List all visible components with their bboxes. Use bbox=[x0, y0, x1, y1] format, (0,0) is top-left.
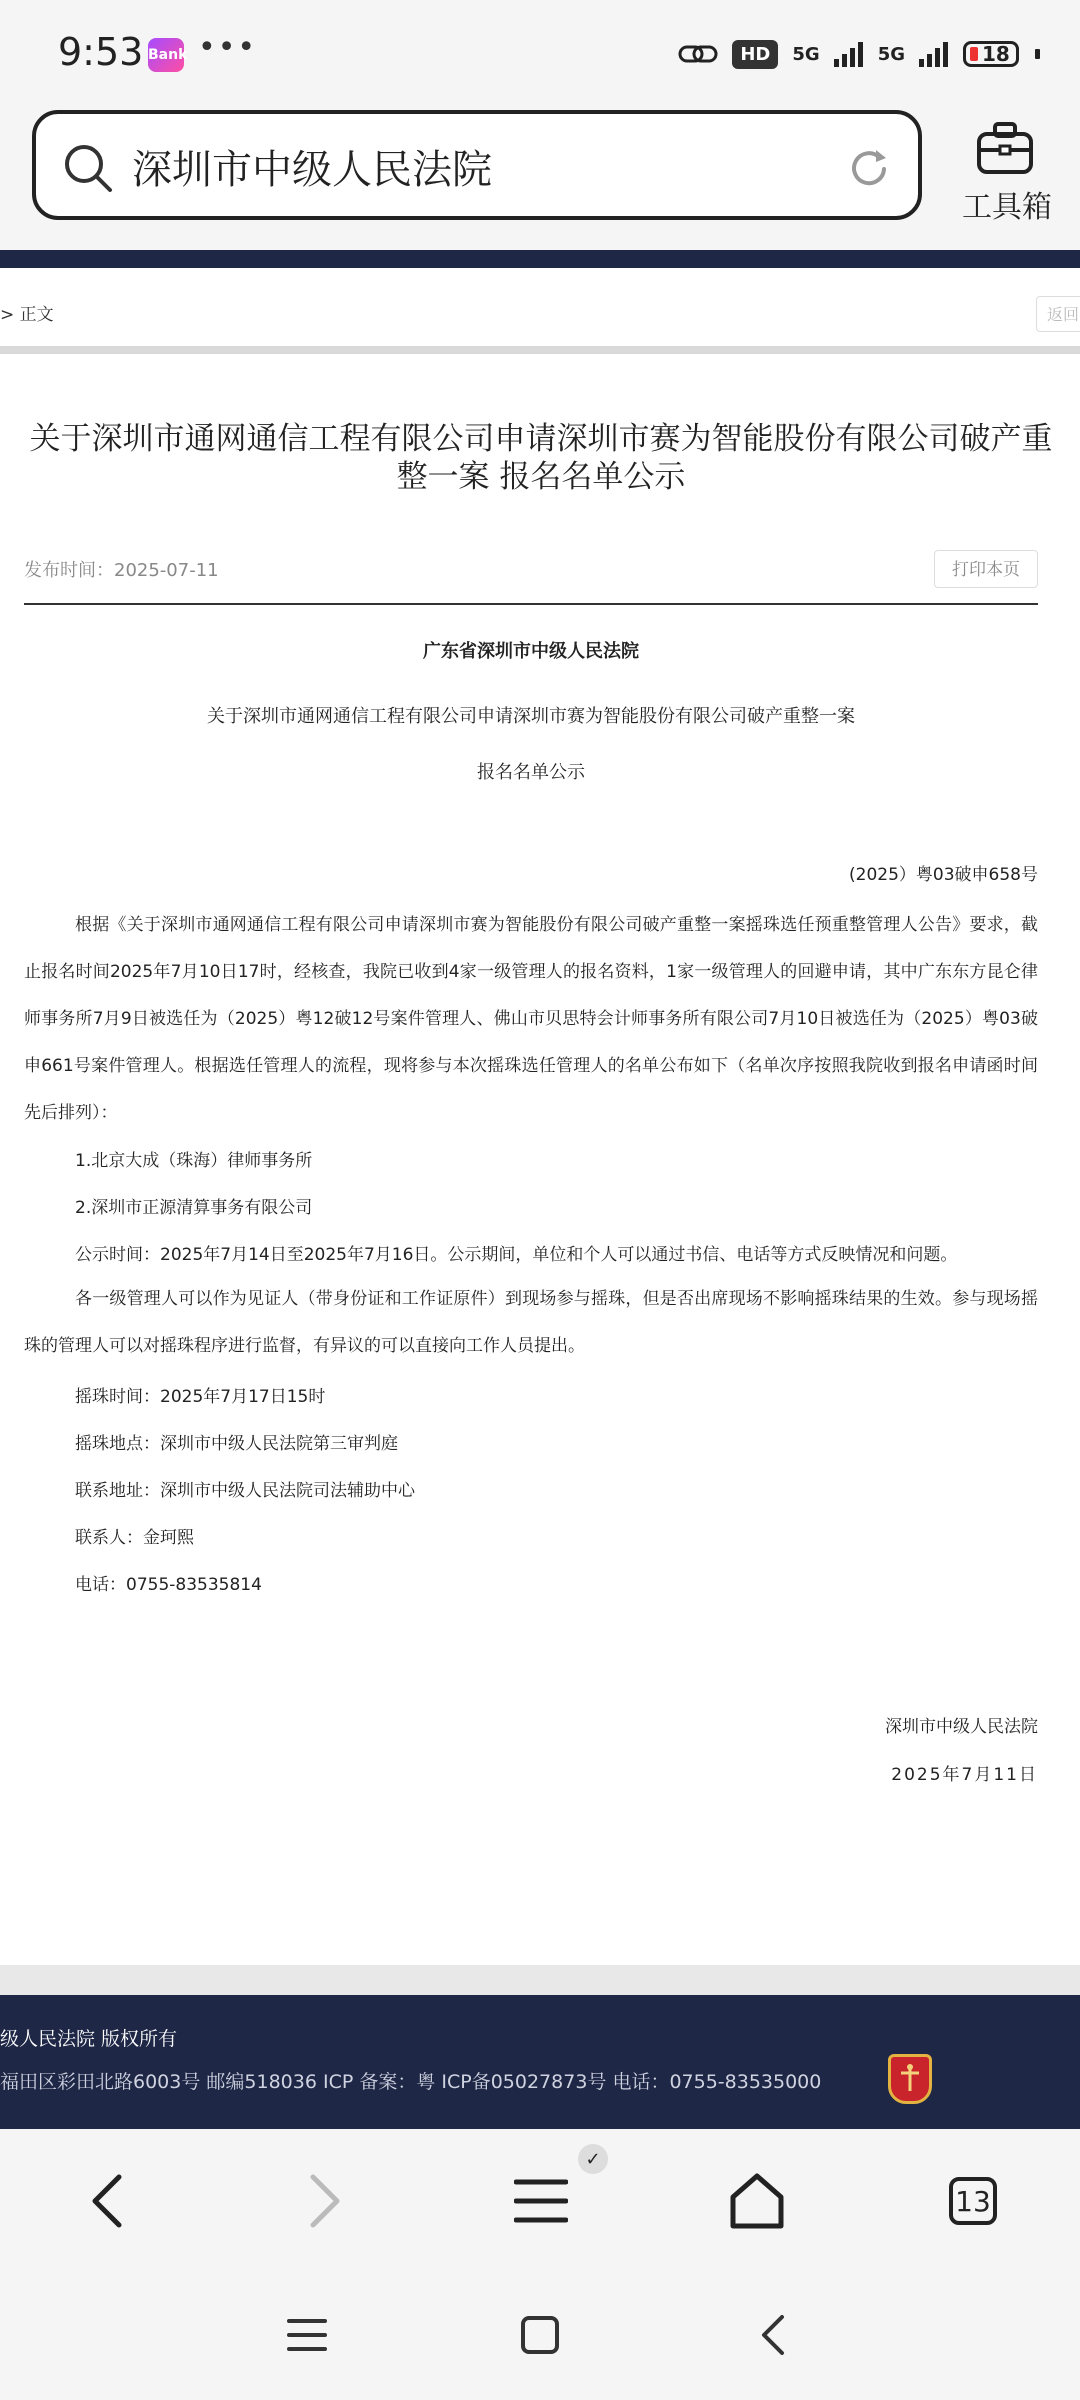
toolbox-button[interactable]: 工具箱 bbox=[962, 190, 1052, 225]
return-button[interactable]: 返回 bbox=[1036, 296, 1080, 332]
chevron-right-icon bbox=[305, 2171, 345, 2231]
draw-place: 摇珠地点：深圳市中级人民法院第三审判庭 bbox=[75, 1434, 398, 1454]
back-button[interactable] bbox=[62, 2156, 152, 2246]
forward-button[interactable] bbox=[280, 2156, 370, 2246]
link-icon bbox=[678, 41, 718, 67]
battery-level bbox=[970, 47, 978, 61]
network-label-2: 5G bbox=[877, 43, 905, 65]
tabs-count: 13 bbox=[949, 2177, 997, 2225]
back-arrow-icon bbox=[758, 2313, 788, 2357]
case-number: (2025）粤03破申658号 bbox=[849, 865, 1038, 885]
contact-address: 联系地址：深圳市中级人民法院司法辅助中心 bbox=[75, 1481, 415, 1501]
home-icon bbox=[727, 2171, 787, 2231]
tabs-button[interactable] bbox=[928, 2156, 1018, 2246]
court-emblem-icon bbox=[888, 2054, 932, 2104]
contact-person: 联系人：金珂熙 bbox=[75, 1528, 194, 1548]
system-back-button[interactable] bbox=[738, 2300, 808, 2370]
breadcrumb-row bbox=[0, 268, 1080, 347]
search-icon bbox=[62, 142, 114, 194]
signal-icon-2 bbox=[919, 41, 949, 67]
recents-icon bbox=[287, 2317, 327, 2353]
footer-divider bbox=[0, 1965, 1080, 1995]
square-icon bbox=[520, 2315, 560, 2355]
notice-period: 公示时间：2025年7月14日至2025年7月16日。公示期间，单位和个人可以通过书信、电话等方式反映情况和问题。 bbox=[75, 1245, 958, 1265]
search-query-text: 深圳市中级人民法院 bbox=[132, 147, 492, 193]
signature-court: 深圳市中级人民法院 bbox=[885, 1717, 1038, 1737]
signal-icon bbox=[834, 41, 864, 67]
signature-date: 2025年7月11日 bbox=[891, 1765, 1038, 1785]
chevron-left-icon bbox=[87, 2171, 127, 2231]
battery-tip bbox=[1035, 49, 1040, 59]
status-time: 9:53 bbox=[58, 30, 144, 74]
list-item: 2.深圳市正源清算事务有限公司 bbox=[75, 1198, 313, 1218]
witness-paragraph: 各一级管理人可以作为见证人（带身份证和工作证原件）到现场参与摇珠，但是否出席现场不影响摇珠结果的生效。参与现场摇珠的管理人可以对摇珠程序进行监督，有异议的可以直接向工作人员提出。 bbox=[24, 1289, 1038, 1356]
emblem-mark-icon bbox=[891, 2057, 929, 2101]
battery-percent: 18 bbox=[982, 42, 1010, 66]
article-title: 关于深圳市通网通信工程有限公司申请深圳市赛为智能股份有限公司破产重整一案 报名名单公示 bbox=[29, 421, 1053, 495]
menu-button[interactable] bbox=[496, 2156, 586, 2246]
contact-phone: 电话：0755-83535814 bbox=[75, 1575, 262, 1595]
check-badge-icon: ✓ bbox=[578, 2144, 608, 2174]
list-item: 1.北京大成（珠海）律师事务所 bbox=[75, 1151, 313, 1171]
draw-time: 摇珠时间：2025年7月17日15时 bbox=[75, 1387, 326, 1407]
status-indicators bbox=[678, 32, 1040, 76]
breadcrumb[interactable]: > 正文 bbox=[0, 305, 54, 325]
site-navbar bbox=[0, 250, 1080, 268]
print-button[interactable]: 打印本页 bbox=[934, 550, 1038, 588]
document-subtitle-2: 报名名单公示 bbox=[477, 762, 585, 783]
bank-app-icon: Bank bbox=[148, 38, 184, 72]
system-home-button[interactable] bbox=[505, 2300, 575, 2370]
document-subtitle: 关于深圳市通网通信工程有限公司申请深圳市赛为智能股份有限公司破产重整一案 bbox=[207, 706, 855, 727]
publish-date: 发布时间：2025-07-11 bbox=[24, 560, 219, 581]
footer-copyright: 级人民法院 版权所有 bbox=[0, 2028, 178, 2050]
section-divider bbox=[0, 346, 1080, 354]
body-paragraph: 根据《关于深圳市通网通信工程有限公司申请深圳市赛为智能股份有限公司破产重整一案摇珠选任预重整管理人公告》要求，截止报名时间2025年7月10日17时，经核查，我院已收到4家一级管理人的报名资料，1家一级管理人的回避申请，其中广东东方昆仑律师事务所7月9日被选任为（2025）粤12破12号案件管理人、佛山市贝思特会计师事务所有限公司7月10日被选任为（2025）粤03破申661号案件管理人。根据选任管理人的流程，现将参与本次摇珠选任管理人的名单公布如下（名单次序按照我院收到报名申请函时间先后排列）： bbox=[24, 915, 1038, 1123]
refresh-icon[interactable] bbox=[846, 146, 892, 192]
network-label-1: 5G bbox=[792, 43, 820, 65]
hd-badge: HD bbox=[732, 40, 778, 69]
footer-address: 福田区彩田北路6003号 邮编518036 ICP 备案：粤 ICP备05027873号 电话：0755-83535000 bbox=[0, 2071, 822, 2093]
title-divider bbox=[24, 603, 1038, 605]
more-notifications-icon: ••• bbox=[198, 30, 258, 65]
court-name: 广东省深圳市中级人民法院 bbox=[423, 641, 639, 662]
home-button[interactable] bbox=[712, 2156, 802, 2246]
toolbox-icon[interactable] bbox=[975, 120, 1035, 176]
recent-apps-button[interactable] bbox=[272, 2300, 342, 2370]
menu-icon bbox=[514, 2176, 568, 2226]
battery-icon bbox=[963, 41, 1019, 67]
